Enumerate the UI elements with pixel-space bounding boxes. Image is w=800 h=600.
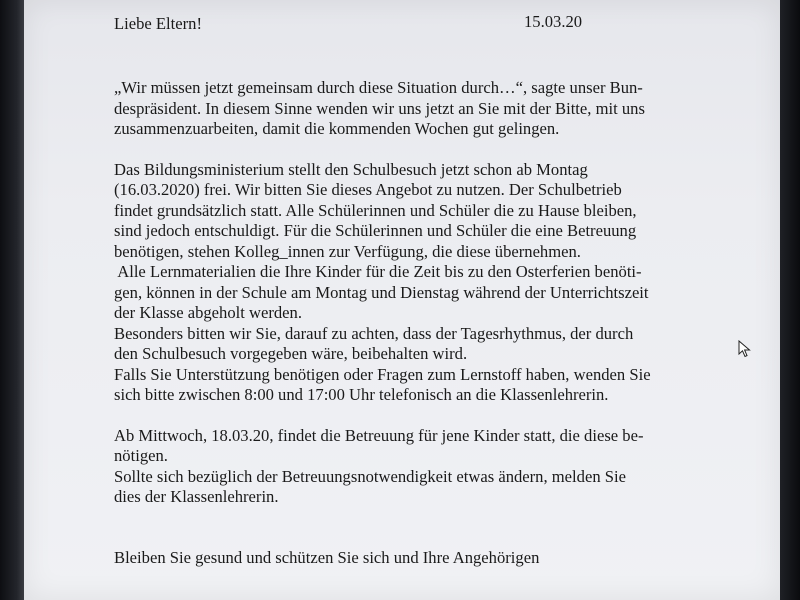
closing-line: Bleiben Sie gesund und schützen Sie sich und Ihre Angehörigen — [114, 547, 540, 567]
document-screen — [24, 0, 780, 600]
letter-document — [114, 12, 714, 568]
text-line: sind jedoch entschuldigt. Für die Schülerinnen und Schüler die eine Betreuung — [114, 221, 637, 240]
text-line: despräsident. In diesem Sinne wenden wir uns jetzt an Sie mit der Bitte, mit uns — [114, 98, 645, 118]
text-line: dies der Klassenlehrerin. — [114, 487, 279, 506]
text-line: gen, können in der Schule am Montag und Dienstag während der Unterrichtszeit — [114, 282, 649, 302]
text-line: (16.03.2020) frei. Wir bitten Sie dieses Angebot zu nutzen. Der Schulbetrieb — [114, 180, 622, 199]
mouse-pointer-icon — [738, 340, 752, 358]
paragraph-school-info — [114, 160, 714, 406]
letter-header — [114, 12, 714, 38]
text-line: benötigen, stehen Kolleg_innen zur Verfügung, die diese übernehmen. — [114, 241, 581, 261]
paragraph-intro — [114, 78, 714, 140]
monitor-bezel-left — [0, 0, 24, 600]
text-line: Falls Sie Unterstützung benötigen oder Fragen zum Lernstoff haben, wenden Sie — [114, 364, 651, 384]
paragraph-care — [114, 426, 714, 508]
text-line: Alle Lernmaterialien die Ihre Kinder für die Zeit bis zu den Osterferien benöti- — [114, 262, 642, 281]
text-line: Ab Mittwoch, 18.03.20, findet die Betreuung für jene Kinder statt, die diese be- — [114, 425, 644, 445]
salutation: Liebe Eltern! — [114, 14, 202, 33]
text-line: findet grundsätzlich statt. Alle Schülerinnen und Schüler die zu Hause bleiben, — [114, 200, 637, 220]
text-line: der Klasse abgeholt werden. — [114, 303, 302, 322]
text-line: den Schulbesuch vorgegeben wäre, beibehalten wird. — [114, 344, 468, 363]
text-line: Sollte sich bezüglich der Betreuungsnotwendigkeit etwas ändern, melden Sie — [114, 466, 626, 486]
monitor-bezel-right — [780, 0, 800, 600]
letter-date: 15.03.20 — [524, 12, 583, 31]
text-line: Besonders bitten wir Sie, darauf zu achten, dass der Tagesrhythmus, der durch — [114, 323, 634, 343]
text-line: zusammenzuarbeiten, damit die kommenden Wochen gut gelingen. — [114, 119, 560, 138]
text-line: sich bitte zwischen 8:00 und 17:00 Uhr telefonisch an die Klassenlehrerin. — [114, 385, 609, 404]
text-line: nötigen. — [114, 446, 168, 465]
text-line: „Wir müssen jetzt gemeinsam durch diese Situation durch…“, sagte unser Bun- — [114, 78, 643, 97]
text-line: Das Bildungsministerium stellt den Schulbesuch jetzt schon ab Montag — [114, 159, 588, 179]
